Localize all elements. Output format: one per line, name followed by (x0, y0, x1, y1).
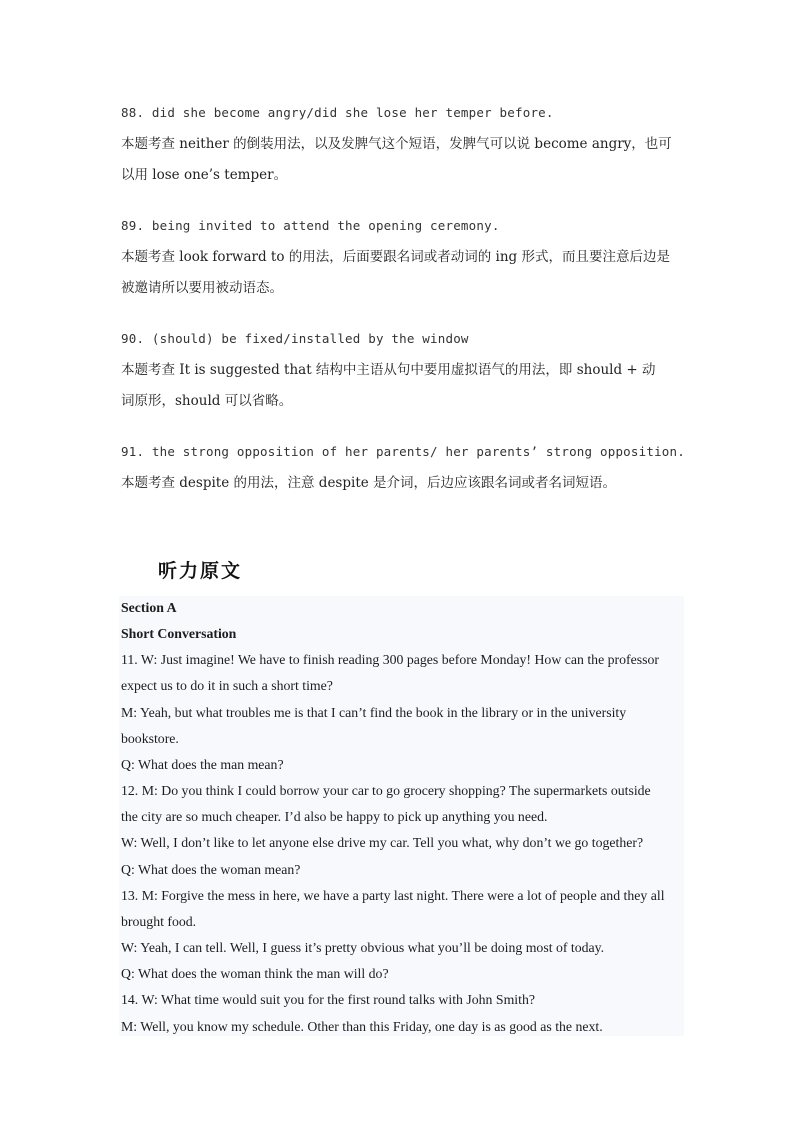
answer-note-line: 词原形，should 可以省略。 (121, 393, 293, 409)
transcript-line: Q: What does the man mean? (121, 757, 284, 772)
answer-text: 90. (should) be fixed/installed by the window (121, 331, 469, 346)
transcript-line: W: Well, I don’t like to let anyone else drive my car. Tell you what, why don’t we go together? (121, 835, 644, 850)
answer-block-90 (121, 329, 683, 417)
listening-heading: 听力原文 (158, 560, 243, 582)
answer-note-line: 本题考查 despite 的用法，注意 despite 是介词，后边应该跟名词或者名词短语。 (121, 475, 617, 491)
answer-note-line: 本题考查 look forward to 的用法，后面要跟名词或者动词的 ing 形式，而且要注意后边是 (121, 249, 670, 265)
answer-note-line: 本题考查 It is suggested that 结构中主语从句中要用虚拟语气的用法，即 should + 动 (121, 362, 656, 378)
answer-text: 89. being invited to attend the opening ceremony. (121, 218, 500, 233)
transcript-line: the city are so much cheaper. I’d also be happy to pick up anything you need. (121, 809, 548, 824)
transcript-line: 14. W: What time would suit you for the first round talks with John Smith? (121, 992, 536, 1007)
answer-block-88 (121, 103, 683, 191)
transcript-line: expect us to do it in such a short time? (121, 678, 333, 693)
transcript-line: W: Yeah, I can tell. Well, I guess it’s pretty obvious what you’ll be doing most of today. (121, 940, 605, 955)
section-title: Section A (121, 600, 177, 615)
transcript-line: brought food. (121, 914, 197, 929)
transcript-line: M: Well, you know my schedule. Other than this Friday, one day is as good as the next. (121, 1019, 603, 1034)
transcript-line: M: Yeah, but what troubles me is that I can’t find the book in the library or in the university (121, 705, 627, 720)
answer-note-line: 本题考查 neither 的倒装用法，以及发脾气这个短语，发脾气可以说 become angry，也可 (121, 136, 672, 152)
answer-block-89 (121, 216, 683, 304)
transcript-line: 13. M: Forgive the mess in here, we have a party last night. There were a lot of people and they all (121, 888, 665, 903)
answer-text: 88. did she become angry/did she lose her temper before. (121, 105, 554, 120)
answer-note-line: 被邀请所以要用被动语态。 (121, 280, 283, 296)
transcript-line: Q: What does the woman think the man will do? (121, 966, 389, 981)
answer-text: 91. the strong opposition of her parents/ her parents’ strong opposition. (121, 444, 685, 459)
transcript-line: 11. W: Just imagine! We have to finish reading 300 pages before Monday! How can the professor (121, 652, 659, 667)
subsection-title: Short Conversation (121, 626, 237, 641)
transcript-line: Q: What does the woman mean? (121, 862, 301, 877)
transcript-line: bookstore. (121, 731, 179, 746)
transcript-line: 12. M: Do you think I could borrow your car to go grocery shopping? The supermarkets outside (121, 783, 651, 798)
answer-block-91 (121, 442, 683, 499)
answer-note-line: 以用 lose one’s temper。 (121, 167, 288, 183)
